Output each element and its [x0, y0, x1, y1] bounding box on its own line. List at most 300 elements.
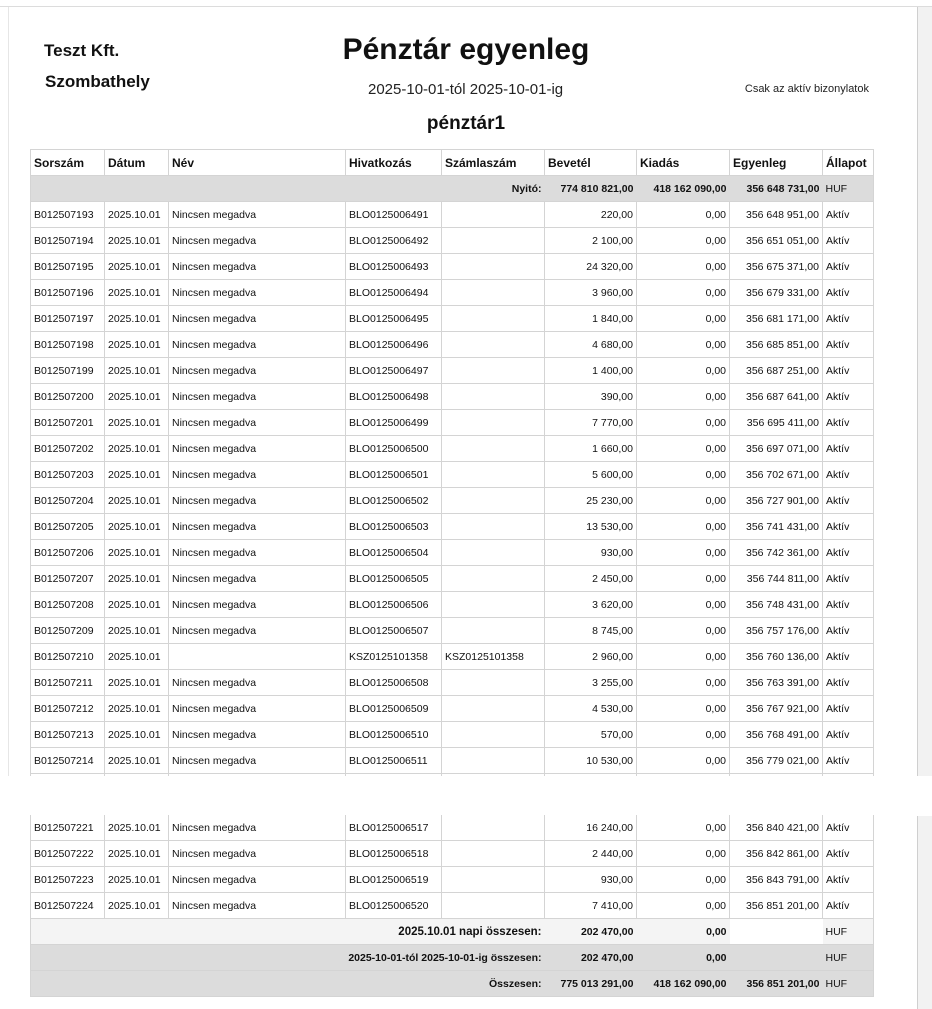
table-row — [31, 384, 874, 410]
cell-datum: 2025.10.01 — [105, 540, 169, 566]
table-row — [31, 202, 874, 228]
cell-bevetel: 8 745,00 — [545, 618, 637, 644]
cell-egyenleg: 356 779 021,00 — [730, 748, 823, 774]
cell-datum: 2025.10.01 — [105, 384, 169, 410]
cell-allapot: Aktív — [823, 618, 874, 644]
cell-szamlaszam — [442, 462, 545, 488]
cell-hivatkozas: BLO0125006506 — [346, 592, 442, 618]
cell-allapot: Aktív — [823, 722, 874, 748]
opening-balance: 356 648 731,00 — [730, 176, 823, 202]
cell-egyenleg: 356 767 921,00 — [730, 696, 823, 722]
cell-datum: 2025.10.01 — [105, 893, 169, 919]
cell-kiadas: 0,00 — [637, 644, 730, 670]
cell-allapot: Aktív — [823, 254, 874, 280]
cell-hivatkozas: BLO0125006503 — [346, 514, 442, 540]
cell-hivatkozas: BLO0125006507 — [346, 618, 442, 644]
cell-sorszam: B012507209 — [31, 618, 105, 644]
cell-datum: 2025.10.01 — [105, 488, 169, 514]
cell-egyenleg: 356 727 901,00 — [730, 488, 823, 514]
cell-hivatkozas: BLO0125006518 — [346, 841, 442, 867]
cell-hivatkozas: BLO0125006510 — [346, 722, 442, 748]
period-total-label: 2025-10-01-tól 2025-10-01-ig összesen: — [31, 945, 545, 971]
cell-bevetel: 16 240,00 — [545, 815, 637, 841]
cell-nev: Nincsen megadva — [169, 202, 346, 228]
cell-nev: Nincsen megadva — [169, 514, 346, 540]
cell-hivatkozas: BLO0125006508 — [346, 670, 442, 696]
col-header-egyenleg: Egyenleg — [730, 150, 823, 176]
cell-allapot: Aktív — [823, 228, 874, 254]
cell-bevetel: 2 440,00 — [545, 841, 637, 867]
cell-nev: Nincsen megadva — [169, 540, 346, 566]
col-header-szamlaszam: Számlaszám — [442, 150, 545, 176]
cell-kiadas: 0,00 — [637, 540, 730, 566]
table-row — [31, 228, 874, 254]
cell-allapot: Aktív — [823, 358, 874, 384]
cell-allapot: Aktív — [823, 696, 874, 722]
cell-szamlaszam — [442, 867, 545, 893]
cell-hivatkozas: BLO0125006492 — [346, 228, 442, 254]
cell-kiadas: 0,00 — [637, 748, 730, 774]
period-total-currency: HUF — [823, 945, 874, 971]
cell-nev: Nincsen megadva — [169, 618, 346, 644]
cell-datum: 2025.10.01 — [105, 202, 169, 228]
cell-datum: 2025.10.01 — [105, 670, 169, 696]
cell-kiadas: 0,00 — [637, 670, 730, 696]
cell-hivatkozas: BLO0125006501 — [346, 462, 442, 488]
cell-sorszam: B012507221 — [31, 815, 105, 841]
cell-kiadas: 0,00 — [637, 841, 730, 867]
grand-total-label: Összesen: — [31, 971, 545, 997]
cell-egyenleg: 356 648 951,00 — [730, 202, 823, 228]
cell-hivatkozas: BLO0125006511 — [346, 748, 442, 774]
cell-egyenleg: 356 842 861,00 — [730, 841, 823, 867]
cell-kiadas: 0,00 — [637, 436, 730, 462]
cell-kiadas: 0,00 — [637, 893, 730, 919]
cell-szamlaszam — [442, 748, 545, 774]
cell-allapot: Aktív — [823, 514, 874, 540]
period-total-row — [31, 945, 874, 971]
cell-kiadas: 0,00 — [637, 202, 730, 228]
cell-nev: Nincsen megadva — [169, 748, 346, 774]
table-row — [31, 254, 874, 280]
cell-datum: 2025.10.01 — [105, 358, 169, 384]
table-row — [31, 841, 874, 867]
cell-szamlaszam — [442, 384, 545, 410]
page-break-gap — [0, 776, 932, 816]
cell-allapot: Aktív — [823, 384, 874, 410]
cell-sorszam: B012507195 — [31, 254, 105, 280]
cell-bevetel: 5 600,00 — [545, 462, 637, 488]
cell-datum: 2025.10.01 — [105, 592, 169, 618]
cell-datum: 2025.10.01 — [105, 867, 169, 893]
cell-szamlaszam — [442, 670, 545, 696]
cell-allapot: Aktív — [823, 893, 874, 919]
table-row — [31, 280, 874, 306]
cell-datum: 2025.10.01 — [105, 566, 169, 592]
cell-nev: Nincsen megadva — [169, 410, 346, 436]
cell-egyenleg: 356 681 171,00 — [730, 306, 823, 332]
company-city: Szombathely — [45, 72, 150, 91]
cell-egyenleg: 356 697 071,00 — [730, 436, 823, 462]
cell-datum: 2025.10.01 — [105, 254, 169, 280]
cell-egyenleg: 356 695 411,00 — [730, 410, 823, 436]
cell-bevetel: 1 840,00 — [545, 306, 637, 332]
table-row — [31, 618, 874, 644]
cell-datum: 2025.10.01 — [105, 618, 169, 644]
cell-hivatkozas: BLO0125006509 — [346, 696, 442, 722]
cell-nev: Nincsen megadva — [169, 815, 346, 841]
table-row — [31, 696, 874, 722]
register-name: pénztár1 — [426, 113, 506, 134]
cell-kiadas: 0,00 — [637, 410, 730, 436]
cell-kiadas: 0,00 — [637, 254, 730, 280]
opening-label: Nyitó: — [31, 176, 545, 202]
cell-szamlaszam — [442, 436, 545, 462]
cell-bevetel: 4 530,00 — [545, 696, 637, 722]
cell-sorszam: B012507210 — [31, 644, 105, 670]
table-header-row — [31, 150, 874, 176]
cell-szamlaszam — [442, 280, 545, 306]
cell-allapot: Aktív — [823, 592, 874, 618]
cell-bevetel: 1 660,00 — [545, 436, 637, 462]
cell-nev — [169, 644, 346, 670]
cell-sorszam: B012507193 — [31, 202, 105, 228]
cell-szamlaszam — [442, 540, 545, 566]
cell-egyenleg: 356 851 201,00 — [730, 893, 823, 919]
cash-ledger-table-continued — [30, 815, 874, 997]
cell-egyenleg: 356 702 671,00 — [730, 462, 823, 488]
cell-sorszam: B012507208 — [31, 592, 105, 618]
cell-egyenleg: 356 840 421,00 — [730, 815, 823, 841]
cell-sorszam: B012507222 — [31, 841, 105, 867]
cell-hivatkozas: BLO0125006519 — [346, 867, 442, 893]
cell-nev: Nincsen megadva — [169, 254, 346, 280]
table-row — [31, 462, 874, 488]
cell-allapot: Aktív — [823, 644, 874, 670]
cell-allapot: Aktív — [823, 332, 874, 358]
grand-total-income: 775 013 291,00 — [545, 971, 637, 997]
cell-egyenleg: 356 687 251,00 — [730, 358, 823, 384]
cell-egyenleg: 356 763 391,00 — [730, 670, 823, 696]
cell-egyenleg: 356 675 371,00 — [730, 254, 823, 280]
cell-szamlaszam — [442, 722, 545, 748]
cell-allapot: Aktív — [823, 306, 874, 332]
cell-sorszam: B012507212 — [31, 696, 105, 722]
cell-szamlaszam — [442, 815, 545, 841]
daily-total-income: 202 470,00 — [545, 919, 637, 945]
cell-egyenleg: 356 679 331,00 — [730, 280, 823, 306]
cell-allapot: Aktív — [823, 748, 874, 774]
cell-datum: 2025.10.01 — [105, 722, 169, 748]
cell-bevetel: 7 410,00 — [545, 893, 637, 919]
col-header-hivatkozas: Hivatkozás — [346, 150, 442, 176]
cell-sorszam: B012507205 — [31, 514, 105, 540]
cell-kiadas: 0,00 — [637, 280, 730, 306]
cell-bevetel: 4 680,00 — [545, 332, 637, 358]
cell-datum: 2025.10.01 — [105, 644, 169, 670]
cell-sorszam: B012507198 — [31, 332, 105, 358]
cell-hivatkozas: BLO0125006498 — [346, 384, 442, 410]
cell-kiadas: 0,00 — [637, 722, 730, 748]
cell-allapot: Aktív — [823, 410, 874, 436]
cell-nev: Nincsen megadva — [169, 592, 346, 618]
col-header-kiadas: Kiadás — [637, 150, 730, 176]
cell-sorszam: B012507207 — [31, 566, 105, 592]
cell-hivatkozas: BLO0125006494 — [346, 280, 442, 306]
table-row — [31, 592, 874, 618]
daily-total-expense: 0,00 — [637, 919, 730, 945]
cell-allapot: Aktív — [823, 867, 874, 893]
cell-kiadas: 0,00 — [637, 384, 730, 410]
cell-bevetel: 3 620,00 — [545, 592, 637, 618]
cell-bevetel: 24 320,00 — [545, 254, 637, 280]
cell-szamlaszam — [442, 254, 545, 280]
cell-bevetel: 13 530,00 — [545, 514, 637, 540]
cell-datum: 2025.10.01 — [105, 696, 169, 722]
cell-kiadas: 0,00 — [637, 228, 730, 254]
cell-bevetel: 220,00 — [545, 202, 637, 228]
cell-sorszam: B012507206 — [31, 540, 105, 566]
cell-egyenleg: 356 748 431,00 — [730, 592, 823, 618]
cell-sorszam: B012507199 — [31, 358, 105, 384]
cell-sorszam: B012507197 — [31, 306, 105, 332]
cell-kiadas: 0,00 — [637, 592, 730, 618]
table-row — [31, 644, 874, 670]
grand-total-expense: 418 162 090,00 — [637, 971, 730, 997]
page-top-edge — [0, 6, 932, 7]
cell-szamlaszam — [442, 410, 545, 436]
cell-sorszam: B012507223 — [31, 867, 105, 893]
col-header-bevetel: Bevetél — [545, 150, 637, 176]
cell-allapot: Aktív — [823, 280, 874, 306]
cell-szamlaszam — [442, 566, 545, 592]
cell-datum: 2025.10.01 — [105, 748, 169, 774]
cell-nev: Nincsen megadva — [169, 306, 346, 332]
table-row — [31, 332, 874, 358]
grand-total-balance: 356 851 201,00 — [730, 971, 823, 997]
cell-szamlaszam — [442, 306, 545, 332]
table-row — [31, 514, 874, 540]
cell-bevetel: 2 100,00 — [545, 228, 637, 254]
cell-nev: Nincsen megadva — [169, 280, 346, 306]
col-header-sorszam: Sorszám — [31, 150, 105, 176]
cell-datum: 2025.10.01 — [105, 306, 169, 332]
cell-nev: Nincsen megadva — [169, 670, 346, 696]
cell-hivatkozas: BLO0125006500 — [346, 436, 442, 462]
opening-income: 774 810 821,00 — [545, 176, 637, 202]
cell-kiadas: 0,00 — [637, 867, 730, 893]
cell-datum: 2025.10.01 — [105, 410, 169, 436]
table-row — [31, 410, 874, 436]
cell-nev: Nincsen megadva — [169, 384, 346, 410]
cell-kiadas: 0,00 — [637, 514, 730, 540]
cell-allapot: Aktív — [823, 670, 874, 696]
cell-kiadas: 0,00 — [637, 358, 730, 384]
cell-kiadas: 0,00 — [637, 566, 730, 592]
cell-bevetel: 2 450,00 — [545, 566, 637, 592]
cell-szamlaszam — [442, 332, 545, 358]
cell-nev: Nincsen megadva — [169, 358, 346, 384]
cell-szamlaszam — [442, 488, 545, 514]
cell-sorszam: B012507213 — [31, 722, 105, 748]
cell-kiadas: 0,00 — [637, 618, 730, 644]
table-row — [31, 488, 874, 514]
cell-hivatkozas: BLO0125006496 — [346, 332, 442, 358]
cell-hivatkozas: BLO0125006520 — [346, 893, 442, 919]
cell-allapot: Aktív — [823, 841, 874, 867]
cell-egyenleg: 356 757 176,00 — [730, 618, 823, 644]
cell-sorszam: B012507211 — [31, 670, 105, 696]
opening-currency: HUF — [823, 176, 874, 202]
grand-total-row — [31, 971, 874, 997]
report-period: 2025-10-01-tól 2025-10-01-ig — [368, 81, 564, 98]
cell-hivatkozas: BLO0125006504 — [346, 540, 442, 566]
cell-szamlaszam — [442, 592, 545, 618]
cell-szamlaszam — [442, 893, 545, 919]
cell-egyenleg: 356 651 051,00 — [730, 228, 823, 254]
cell-kiadas: 0,00 — [637, 696, 730, 722]
cell-egyenleg: 356 744 811,00 — [730, 566, 823, 592]
cell-nev: Nincsen megadva — [169, 228, 346, 254]
table-row — [31, 566, 874, 592]
cell-sorszam: B012507201 — [31, 410, 105, 436]
cell-sorszam: B012507203 — [31, 462, 105, 488]
table-row — [31, 815, 874, 841]
cell-allapot: Aktív — [823, 566, 874, 592]
cell-bevetel: 3 960,00 — [545, 280, 637, 306]
cell-allapot: Aktív — [823, 202, 874, 228]
cell-szamlaszam — [442, 358, 545, 384]
cell-nev: Nincsen megadva — [169, 893, 346, 919]
cell-sorszam: B012507202 — [31, 436, 105, 462]
cell-szamlaszam: KSZ0125101358 — [442, 644, 545, 670]
cell-egyenleg: 356 760 136,00 — [730, 644, 823, 670]
cell-nev: Nincsen megadva — [169, 867, 346, 893]
period-total-expense: 0,00 — [637, 945, 730, 971]
cell-bevetel: 25 230,00 — [545, 488, 637, 514]
cell-nev: Nincsen megadva — [169, 436, 346, 462]
cell-hivatkozas: BLO0125006491 — [346, 202, 442, 228]
opening-row — [31, 176, 874, 202]
grand-total-currency: HUF — [823, 971, 874, 997]
cell-bevetel: 1 400,00 — [545, 358, 637, 384]
col-header-allapot: Állapot — [823, 150, 874, 176]
cell-datum: 2025.10.01 — [105, 436, 169, 462]
table-row — [31, 893, 874, 919]
cell-nev: Nincsen megadva — [169, 841, 346, 867]
cell-szamlaszam — [442, 202, 545, 228]
table-row — [31, 748, 874, 774]
period-total-income: 202 470,00 — [545, 945, 637, 971]
table-row — [31, 670, 874, 696]
cell-sorszam: B012507204 — [31, 488, 105, 514]
cell-nev: Nincsen megadva — [169, 566, 346, 592]
cell-sorszam: B012507200 — [31, 384, 105, 410]
cell-hivatkozas: BLO0125006499 — [346, 410, 442, 436]
cell-allapot: Aktív — [823, 540, 874, 566]
cell-kiadas: 0,00 — [637, 332, 730, 358]
cell-sorszam: B012507214 — [31, 748, 105, 774]
cell-hivatkozas: KSZ0125101358 — [346, 644, 442, 670]
cell-datum: 2025.10.01 — [105, 514, 169, 540]
cell-bevetel: 930,00 — [545, 540, 637, 566]
daily-total-balance — [730, 919, 823, 945]
cell-szamlaszam — [442, 841, 545, 867]
cell-hivatkozas: BLO0125006495 — [346, 306, 442, 332]
cash-ledger-table — [30, 149, 874, 800]
table-row — [31, 867, 874, 893]
cell-bevetel: 7 770,00 — [545, 410, 637, 436]
cell-sorszam: B012507196 — [31, 280, 105, 306]
cell-allapot: Aktív — [823, 815, 874, 841]
cell-allapot: Aktív — [823, 488, 874, 514]
table-row — [31, 358, 874, 384]
table-row — [31, 436, 874, 462]
cell-bevetel: 3 255,00 — [545, 670, 637, 696]
daily-total-currency: HUF — [823, 919, 874, 945]
cell-egyenleg: 356 843 791,00 — [730, 867, 823, 893]
table-row — [31, 306, 874, 332]
cell-hivatkozas: BLO0125006517 — [346, 815, 442, 841]
cell-datum: 2025.10.01 — [105, 841, 169, 867]
cell-nev: Nincsen megadva — [169, 332, 346, 358]
cell-datum: 2025.10.01 — [105, 815, 169, 841]
cell-szamlaszam — [442, 514, 545, 540]
daily-total-row — [31, 919, 874, 945]
cell-hivatkozas: BLO0125006497 — [346, 358, 442, 384]
cell-bevetel: 390,00 — [545, 384, 637, 410]
cell-datum: 2025.10.01 — [105, 332, 169, 358]
report-title: Pénztár egyenleg — [342, 33, 590, 66]
cell-nev: Nincsen megadva — [169, 488, 346, 514]
cell-allapot: Aktív — [823, 462, 874, 488]
cell-sorszam: B012507194 — [31, 228, 105, 254]
col-header-nev: Név — [169, 150, 346, 176]
period-total-balance — [730, 945, 823, 971]
table-row — [31, 722, 874, 748]
cell-kiadas: 0,00 — [637, 462, 730, 488]
cell-kiadas: 0,00 — [637, 306, 730, 332]
cell-datum: 2025.10.01 — [105, 228, 169, 254]
cell-bevetel: 2 960,00 — [545, 644, 637, 670]
cell-nev: Nincsen megadva — [169, 722, 346, 748]
cell-bevetel: 10 530,00 — [545, 748, 637, 774]
cell-hivatkozas: BLO0125006493 — [346, 254, 442, 280]
cell-hivatkozas: BLO0125006505 — [346, 566, 442, 592]
cell-bevetel: 570,00 — [545, 722, 637, 748]
cell-nev: Nincsen megadva — [169, 462, 346, 488]
report-filter: Csak az aktív bizonylatok — [744, 83, 869, 95]
cell-sorszam: B012507224 — [31, 893, 105, 919]
cell-szamlaszam — [442, 696, 545, 722]
daily-total-label: 2025.10.01 napi összesen: — [31, 919, 545, 945]
company-name: Teszt Kft. — [44, 41, 120, 60]
cell-kiadas: 0,00 — [637, 815, 730, 841]
cell-egyenleg: 356 768 491,00 — [730, 722, 823, 748]
col-header-datum: Dátum — [105, 150, 169, 176]
opening-expense: 418 162 090,00 — [637, 176, 730, 202]
cell-hivatkozas: BLO0125006502 — [346, 488, 442, 514]
cell-szamlaszam — [442, 228, 545, 254]
cell-bevetel: 930,00 — [545, 867, 637, 893]
cell-allapot: Aktív — [823, 436, 874, 462]
page2-shadow — [918, 816, 932, 1009]
cell-egyenleg: 356 687 641,00 — [730, 384, 823, 410]
cell-egyenleg: 356 741 431,00 — [730, 514, 823, 540]
cell-datum: 2025.10.01 — [105, 280, 169, 306]
cell-egyenleg: 356 685 851,00 — [730, 332, 823, 358]
cell-nev: Nincsen megadva — [169, 696, 346, 722]
